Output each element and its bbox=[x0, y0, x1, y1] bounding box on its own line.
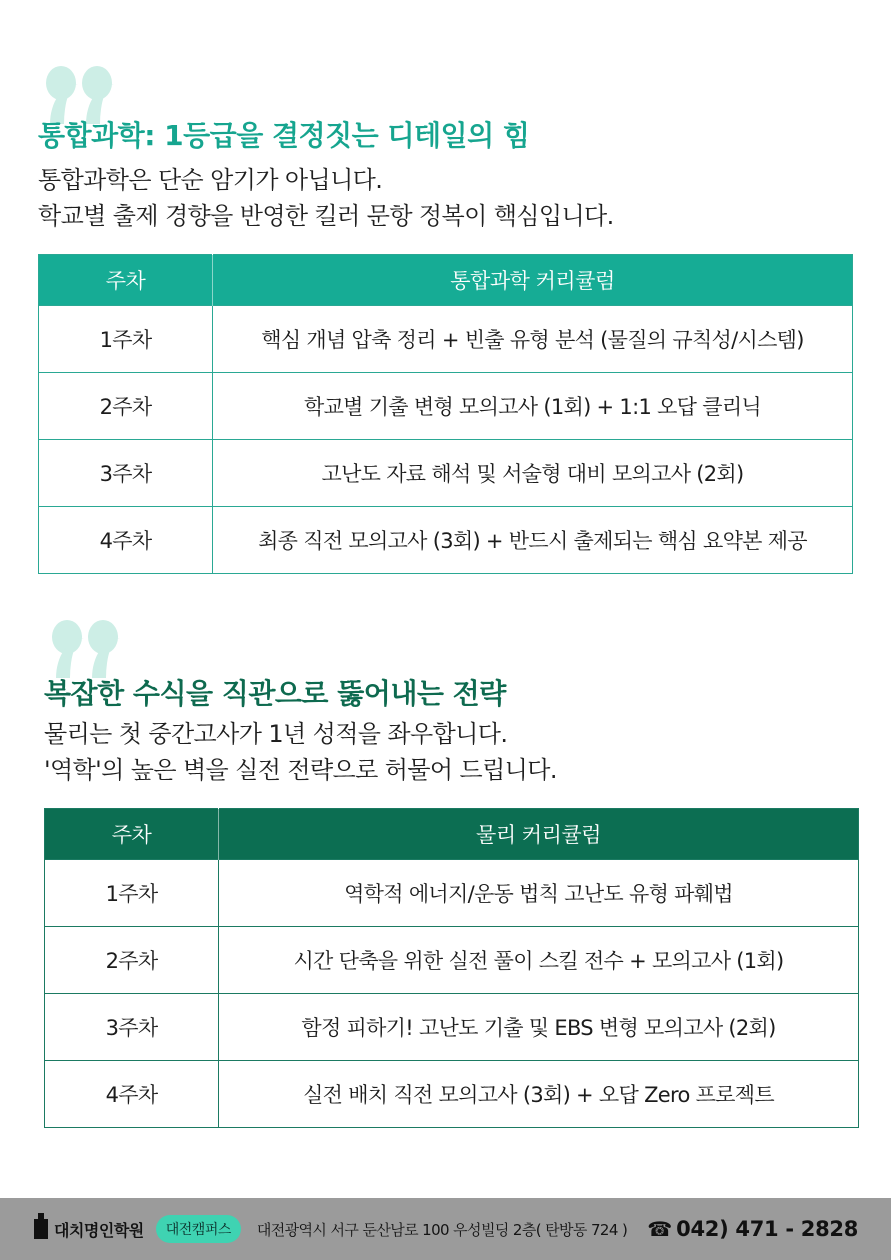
table-row bbox=[39, 306, 853, 373]
description-line: 학교별 출제 경향을 반영한 킬러 문항 정복이 핵심입니다. bbox=[38, 202, 614, 230]
phone-number[interactable]: 042) 471 - 2828 bbox=[676, 1217, 859, 1241]
header-week: 주차 bbox=[45, 809, 219, 860]
content-cell: 역학적 에너지/운동 법칙 고난도 유형 파훼법 bbox=[219, 860, 859, 927]
header-curriculum: 물리 커리큘럼 bbox=[219, 809, 859, 860]
phone-icon: ☎ bbox=[647, 1217, 673, 1241]
section-description bbox=[38, 162, 614, 234]
content-cell: 핵심 개념 압축 정리 + 빈출 유형 분석 (물질의 규칙성/시스템) bbox=[213, 306, 853, 373]
section-description bbox=[44, 716, 557, 788]
week-cell: 1주차 bbox=[39, 306, 213, 373]
content-cell: 학교별 기출 변형 모의고사 (1회) + 1:1 오답 클리닉 bbox=[213, 373, 853, 440]
week-cell: 2주차 bbox=[39, 373, 213, 440]
campus-badge: 대전캠퍼스 bbox=[156, 1215, 241, 1243]
content-cell: 시간 단축을 위한 실전 풀이 스킬 전수 + 모의고사 (1회) bbox=[219, 927, 859, 994]
week-cell: 4주차 bbox=[45, 1061, 219, 1128]
header-curriculum: 통합과학 커리큘럼 bbox=[213, 255, 853, 306]
table-row bbox=[39, 507, 853, 574]
description-line: 통합과학은 단순 암기가 아닙니다. bbox=[38, 166, 383, 194]
table-header-row bbox=[39, 255, 853, 306]
week-cell: 3주차 bbox=[45, 994, 219, 1061]
content-cell: 함정 피하기! 고난도 기출 및 EBS 변형 모의고사 (2회) bbox=[219, 994, 859, 1061]
physics-curriculum-table bbox=[44, 808, 859, 1128]
table-row bbox=[45, 994, 859, 1061]
content-cell: 고난도 자료 해석 및 서술형 대비 모의고사 (2회) bbox=[213, 440, 853, 507]
table-row bbox=[39, 440, 853, 507]
section-title-integrated-science: 통합과학: 1등급을 결정짓는 디테일의 힘 bbox=[38, 119, 530, 152]
content-cell: 실전 배치 직전 모의고사 (3회) + 오답 Zero 프로젝트 bbox=[219, 1061, 859, 1128]
description-line: '역학'의 높은 벽을 실전 전략으로 허물어 드립니다. bbox=[44, 756, 557, 784]
integrated-science-curriculum-table bbox=[38, 254, 853, 574]
table-row bbox=[45, 860, 859, 927]
table-row bbox=[45, 1061, 859, 1128]
content-cell: 최종 직전 모의고사 (3회) + 반드시 출제되는 핵심 요약본 제공 bbox=[213, 507, 853, 574]
description-line: 물리는 첫 중간고사가 1년 성적을 좌우합니다. bbox=[44, 720, 508, 748]
table-header-row bbox=[45, 809, 859, 860]
address-text: 대전광역시 서구 둔산남로 100 우성빌딩 2층( 탄방동 724 ) bbox=[256, 1220, 628, 1239]
week-cell: 2주차 bbox=[45, 927, 219, 994]
table-row bbox=[39, 373, 853, 440]
week-cell: 1주차 bbox=[45, 860, 219, 927]
building-icon bbox=[34, 1219, 48, 1239]
brand-name: 대치명인학원 bbox=[54, 1220, 144, 1240]
week-cell: 4주차 bbox=[39, 507, 213, 574]
table-row bbox=[45, 927, 859, 994]
footer-bar bbox=[0, 1198, 891, 1260]
week-cell: 3주차 bbox=[39, 440, 213, 507]
header-week: 주차 bbox=[39, 255, 213, 306]
section-title-physics: 복잡한 수식을 직관으로 뚫어내는 전략 bbox=[44, 677, 506, 710]
